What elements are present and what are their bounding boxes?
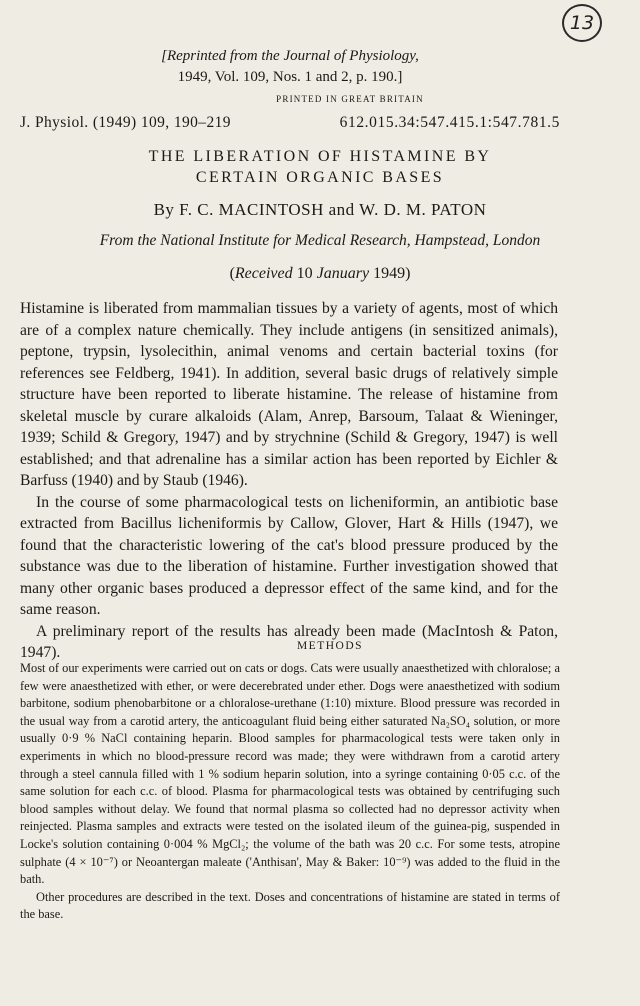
title-line-1: THE LIBERATION OF HISTAMINE BY [148,148,492,165]
reprint-line-1: [Reprinted from the Journal of Physiology, [161,48,419,64]
introduction [20,298,558,664]
title-line-2: CERTAIN ORGANIC BASES [195,169,445,186]
methods-paragraph-2: Other procedures are described in the text. Doses and concentrations of histamine are stated in terms of the base. [20,889,560,922]
received-year: 1949 [373,265,406,282]
handwritten-page-number: 13 [562,4,602,42]
methods-heading: METHODS [296,640,364,652]
received-month: January [316,265,370,282]
received-label: Received [234,265,293,282]
intro-paragraph-2: In the course of some pharmacological tests on licheniformin, an antibiotic base extracted from Bacillus licheniformis by Callow, Glover, Hart & Hills (1947), we found that the characteristic lowering of the cat's blood pressure produced by the substance was due to the liberation of histamine. Further investigation showed that many other organic bases produced a depressor effect of the same kind, and for the same reason. [20,493,558,618]
received-day: 10 [296,265,313,282]
reprint-line-2: 1949, Vol. 109, Nos. 1 and 2, p. 190.] [177,69,403,85]
printed-in-notice: PRINTED IN GREAT BRITAIN [276,94,424,104]
journal-citation: J. Physiol. (1949) 109, 190–219 [20,114,231,131]
authors: By F. C. MACINTOSH and W. D. M. PATON [153,200,487,219]
institution: From the National Institute for Medical Research, Hampstead, London [99,232,541,249]
methods-section [20,660,560,924]
intro-paragraph-1: Histamine is liberated from mammalian tissues by a variety of agents, most of which are of a complex nature chemically. They include antigens (in sensitized animals), peptone, trypsin, lysolecithin, animal venoms and certain bacterial toxins (for references see Feldberg, 1941). In addition, several basic drugs of relatively simple structure have been reported to liberate histamine. The release of histamine from skeletal muscle by curare alkaloids (Alam, Anrep, Barsoum, Talaat & Wieninger, 1939; Schild & Gregory, 1947) and by strychnine (Schild & Gregory, 1947) is well established; and that adrenaline has a similar action has been reported by Eichler & Barfuss (1940) and by Staub (1946). [20,300,558,489]
methods-paragraph-1: Most of our experiments were carried out on cats or dogs. Cats were usually anaesthetized with chloralose; a few were anaesthetized with ether, or were decerebrated under ether. Dogs were anaesthetized with sodium barbitone, sodium phenobarbitone or a chloralose-urethane (1:10) mixture. Blood pressure was recorded in the usual way from a carotid artery, the anticoagulant fluid being either saturated Na₂SO₄ solution, or more usually 0·9 % NaCl containing heparin. Blood samples for pharmacological tests were taken only in experiments in which no blood-pressure record was made; they were withdrawn from a carotid artery through a steel cannula filled with 1 % sodium heparin solution, into a syringe containing 0·05 c.c. of the same solution for each c.c. of blood. Plasma for pharmacological tests was obtained by centrifuging such blood samples without delay. We found that normal plasma so collected had no depressor activity when reinjected. Plasma samples and extracts were tested on the isolated ileum of the guinea-pig, suspended in Locke's solution containing 0·004 % MgCl₂; the volume of the bath was 20 c.c. For some tests, atropine sulphate (4 × 10⁻⁷) or Neoantergan maleate ('Anthisan', May & Baker: 10⁻⁹) was added to the fluid in the bath. [20,661,560,887]
reprint-notice [140,46,440,88]
paper-title [0,146,640,188]
classification-number: 612.015.34:547.415.1:547.781.5 [339,114,560,131]
intro-paragraph-3: A preliminary report of the results has already been made (MacIntosh & Paton, 1947). [20,622,558,661]
received-date: (Received 10 January 1949) [229,265,411,282]
